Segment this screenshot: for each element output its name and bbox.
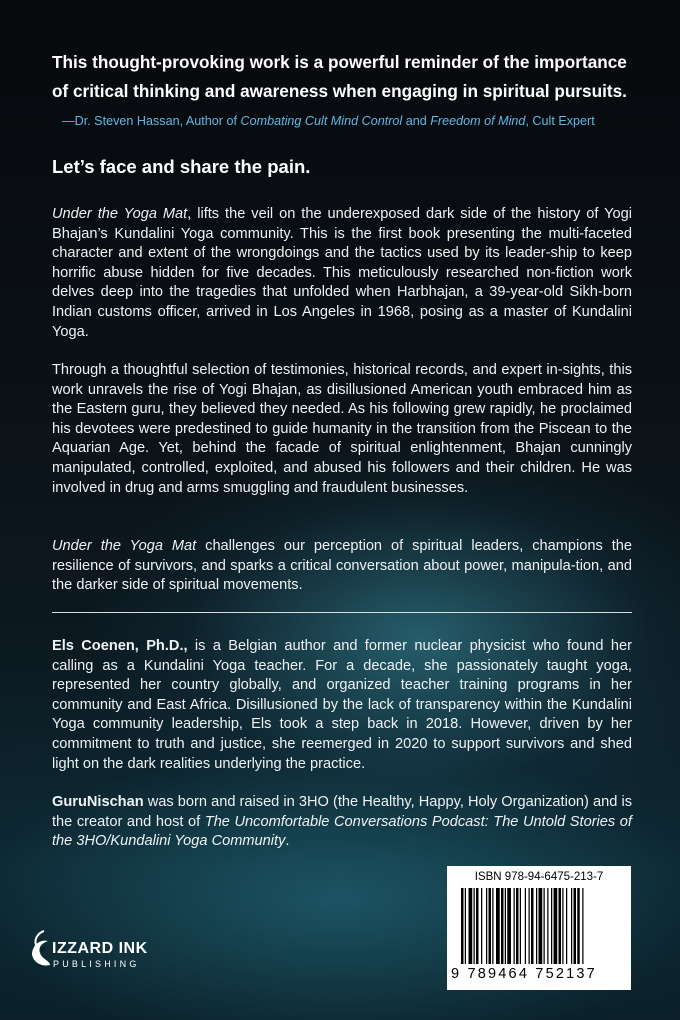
barcode-icon — [461, 888, 619, 966]
attribution-and: and — [402, 114, 431, 128]
quote-attribution — [62, 114, 662, 128]
isbn-label: ISBN 978-94-6475-213-7 — [474, 871, 604, 883]
bio-text: was born and raised in 3HO (the Healthy, Happy, Holy Organization) and is the creator and host of — [52, 794, 632, 830]
bio-text: is a Belgian author and former nuclear physicist who found her calling as a Kundalini Yoga teacher. For a decade, she passionately taught yoga, represented her country globally, and organized teacher training programs in her community and East Africa. Disillusioned by the lack of transparency within the Kundalini Yoga community leadership, Els took a step back in 2018. However, driven by her commitment to truth and justice, she reemerged in 2020 to support survivors and shed light on the dark realities underlying the practice. — [52, 638, 633, 772]
paragraph-text: , lifts the veil on the underexposed dark side of the history of Yogi Bhajan’s Kundalini Yoga community. This is the first book presenting the multi-faceted character and extent of the wrongdoings and the tactics used by its leader-ship to keep horrific abuse hidden for five decades. This meticulously researched non-fiction work delves deep into the tragedies that unfolded when Harbhajan, a 39-year-old Sikh-born Indian customs officer, arrived in Los Angeles in 1968, posing as a master of Kundalini Yoga. — [52, 206, 632, 340]
attribution-book-1: Combating Cult Mind Control — [240, 114, 403, 128]
author-bio-els-coenen — [52, 637, 632, 774]
paragraph-text: Through a thoughtful selection of testimonies, historical records, and expert in-sights, this work unravels the rise of Yogi Bhajan, as disillusioned American youth embraced him as the Eastern guru, they believed they needed. As his following grew rapidly, he proclaimed his devotees were predestined to guide humanity in the transition from the Piscean to the Aquarian Age. Yet, behind the facade of spiritual enlightenment, Bhajan cunningly manipulated, controlled, exploited, and abused his followers and their children. He was involved in drug and arms smuggling and fraudulent businesses. — [52, 362, 632, 496]
publisher-name: IZZARD INK — [52, 940, 148, 957]
attribution-prefix: —Dr. Steven Hassan, Author of — [62, 114, 241, 128]
bio-end: . — [285, 833, 290, 850]
attribution-suffix: , Cult Expert — [525, 114, 595, 128]
quote-text: This thought-provoking work is a powerful reminder of the importance of critical thinking and awareness when engaging in spiritual pursuits. — [52, 52, 627, 101]
description-paragraph-3 — [52, 537, 632, 596]
isbn-barcode — [447, 866, 631, 990]
paragraph-text: challenges our perception of spiritual leaders, champions the resilience of survivors, and sparks a critical conversation about power, manipula-tion, and the darker side of spiritual movements. — [52, 538, 632, 594]
description-paragraph-1 — [52, 205, 632, 342]
book-title: Under the Yoga Mat — [52, 206, 188, 222]
author-name: Els Coenen, Ph.D., — [52, 638, 188, 654]
headline: Let’s face and share the pain. — [52, 156, 311, 177]
section-divider — [52, 612, 632, 613]
author-name: GuruNischan — [52, 794, 144, 810]
book-title: Under the Yoga Mat — [52, 538, 197, 554]
author-bio-gurunischan — [52, 793, 632, 852]
publisher-subtitle: PUBLISHING — [53, 959, 140, 969]
attribution-book-2: Freedom of Mind — [430, 114, 526, 128]
podcast-title: The Uncomfortable Conversations Podcast: The Untold Stories of the 3HO/Kundalini Yoga Community — [52, 813, 632, 850]
endorsement-quote — [52, 48, 642, 106]
barcode-digits: 9 789464 752137 — [451, 966, 597, 982]
description-paragraph-2 — [52, 361, 632, 498]
